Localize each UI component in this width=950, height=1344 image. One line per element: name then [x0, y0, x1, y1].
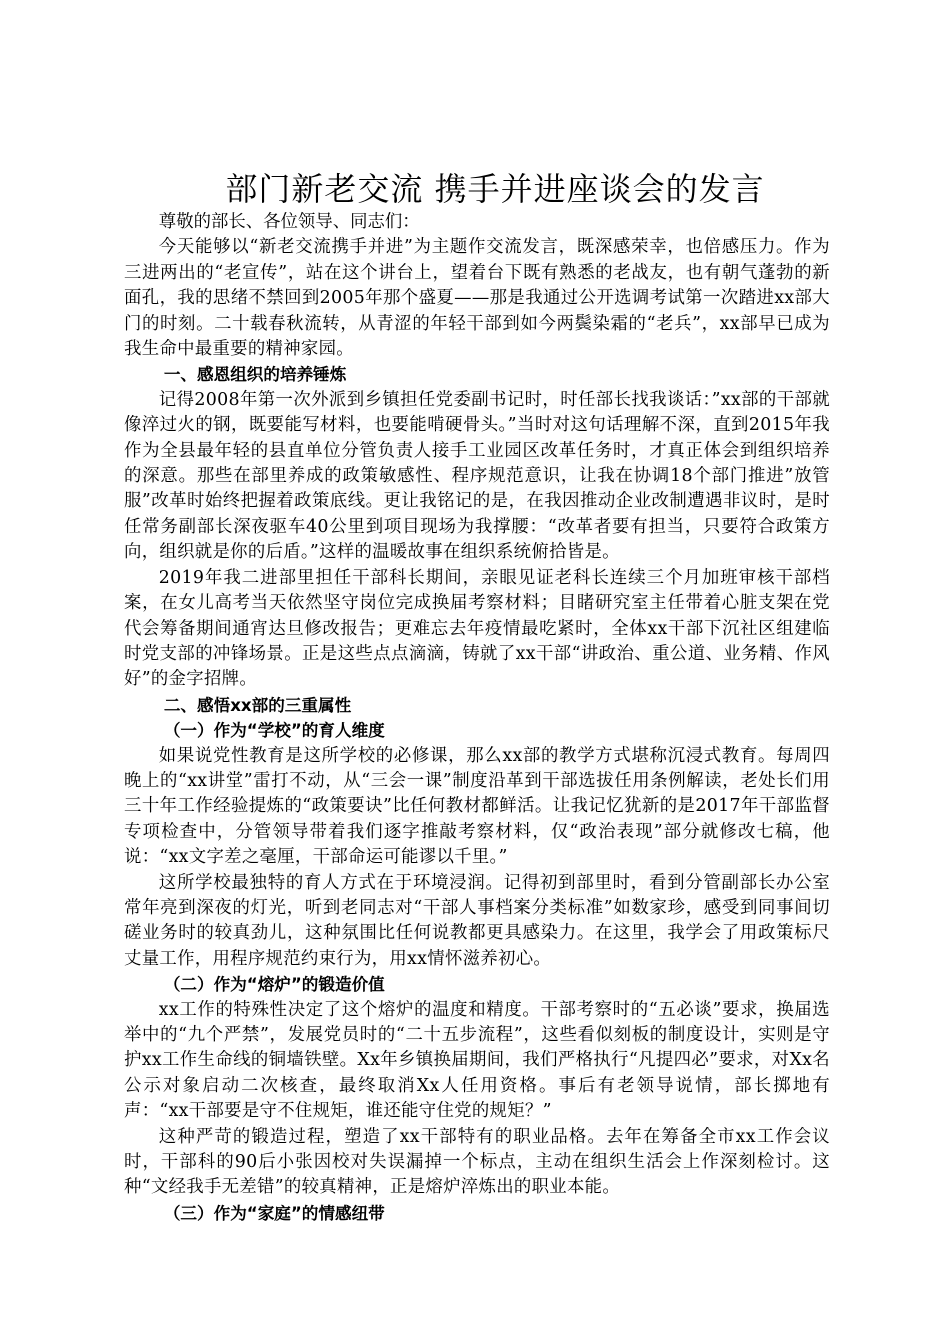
- section-2-heading: 二、感悟xx部的三重属性: [163, 695, 352, 715]
- intro-paragraph: 今天能够以“新老交流携手并进”为主题作交流发言，既深感荣幸，也倍感压力。作为三进两出的“老宣传”，站在这个讲台上，望着台下既有熟悉的老战友，也有朝气蓬勃的新面孔，我的思绪不禁回到2005年那个盛夏——那是我通过公开选调考试第一次踏进xx部大门的时刻。二十载春秋流转，从青涩的年轻干部到如今两鬓染霜的“老兵”，xx部早已成为我生命中最重要的精神家园。: [124, 237, 830, 360]
- salutation: 尊敬的部长、各位领导、同志们：: [158, 212, 420, 232]
- subsection-furnace-paragraph-2: 这种严苛的锻造过程，塑造了xx干部特有的职业品格。去年在筹备全市xx工作会议时，干部科的90后小张因校对失误漏掉一个标点，主动在组织生活会上作深刻检讨。这种“文经我手无差错”的较真精神，正是熔炉淬炼出的职业本能。: [124, 1126, 830, 1198]
- subsection-furnace-heading: （二）作为“熔炉”的锻造价值: [163, 975, 385, 995]
- section-1-heading: 一、感恩组织的培养锤炼: [163, 365, 347, 385]
- section-1-paragraph-2: 2019年我二进部里担任干部科长期间，亲眼见证老科长连续三个月加班审核干部档案，在女儿高考当天依然坚守岗位完成换届考察材料；目睹研究室主任带着心脏支架在党代会筹备期间通宵达旦修改报告；更难忘去年疫情最吃紧时，全体xx干部下沉社区组建临时党支部的冲锋场景。正是这些点点滴滴，铸就了xx干部“讲政治、重公道、业务精、作风好”的金字招牌。: [124, 567, 830, 690]
- subsection-school-paragraph-2: 这所学校最独特的育人方式在于环境浸润。记得初到部里时，看到分管副部长办公室常年亮到深夜的灯光，听到老同志对“干部人事档案分类标准”如数家珍，感受到同事间切磋业务时的较真劲儿，这种氛围比任何说教都更具感染力。在这里，我学会了用政策标尺丈量工作，用程序规范约束行为，用xx情怀滋养初心。: [124, 872, 830, 969]
- document-page: [124, 168, 830, 1226]
- subsection-school-heading: （一）作为“学校”的育人维度: [163, 721, 385, 741]
- subsection-school-paragraph-1: 如果说党性教育是这所学校的必修课，那么xx部的教学方式堪称沉浸式教育。每周四晚上的“xx讲堂”雷打不动，从“三会一课”制度沿革到干部选拔任用条例解读，老处长们用三十年工作经验提炼的“政策要诀”比任何教材都鲜活。让我记忆犹新的是2017年干部监督专项检查中，分管领导带着我们逐字推敲考察材料，仅“政治表现”部分就修改七稿，他说：“xx文字差之毫厘，干部命运可能谬以千里。”: [124, 745, 830, 868]
- subsection-furnace-paragraph-1: xx工作的特殊性决定了这个熔炉的温度和精度。干部考察时的“五必谈”要求，换届选举中的“九个严禁”，发展党员时的“二十五步流程”，这些看似刻板的制度设计，实则是守护xx工作生命线的铜墙铁壁。Xx年乡镇换届期间，我们严格执行“凡提四必”要求，对Xx名公示对象启动二次核查，最终取消Xx人任用资格。事后有老领导说情，部长掷地有声：“xx干部要是守不住规矩，谁还能守住党的规矩？”: [124, 999, 830, 1122]
- section-1-paragraph-1: 记得2008年第一次外派到乡镇担任党委副书记时，时任部长找我谈话：”xx部的干部就像淬过火的钢，既要能写材料，也要能啃硬骨头。”当时对这句话理解不深，直到2015年我作为全县最年轻的县直单位分管负责人接手工业园区改革任务时，才真正体会到组织培养的深意。那些在部里养成的政策敏感性、程序规范意识，让我在协调18个部门推进”放管服”改革时始终把握着政策底线。更让我铭记的是，在我因推动企业改制遭遇非议时，是时任常务副部长深夜驱车40公里到项目现场为我撑腰：“改革者要有担当，只要符合政策方向，组织就是你的后盾。”这样的温暖故事在组织系统俯拾皆是。: [124, 389, 830, 563]
- subsection-family-heading: （三）作为“家庭”的情感纽带: [163, 1203, 385, 1223]
- document-title: 部门新老交流 携手并进座谈会的发言: [225, 170, 765, 208]
